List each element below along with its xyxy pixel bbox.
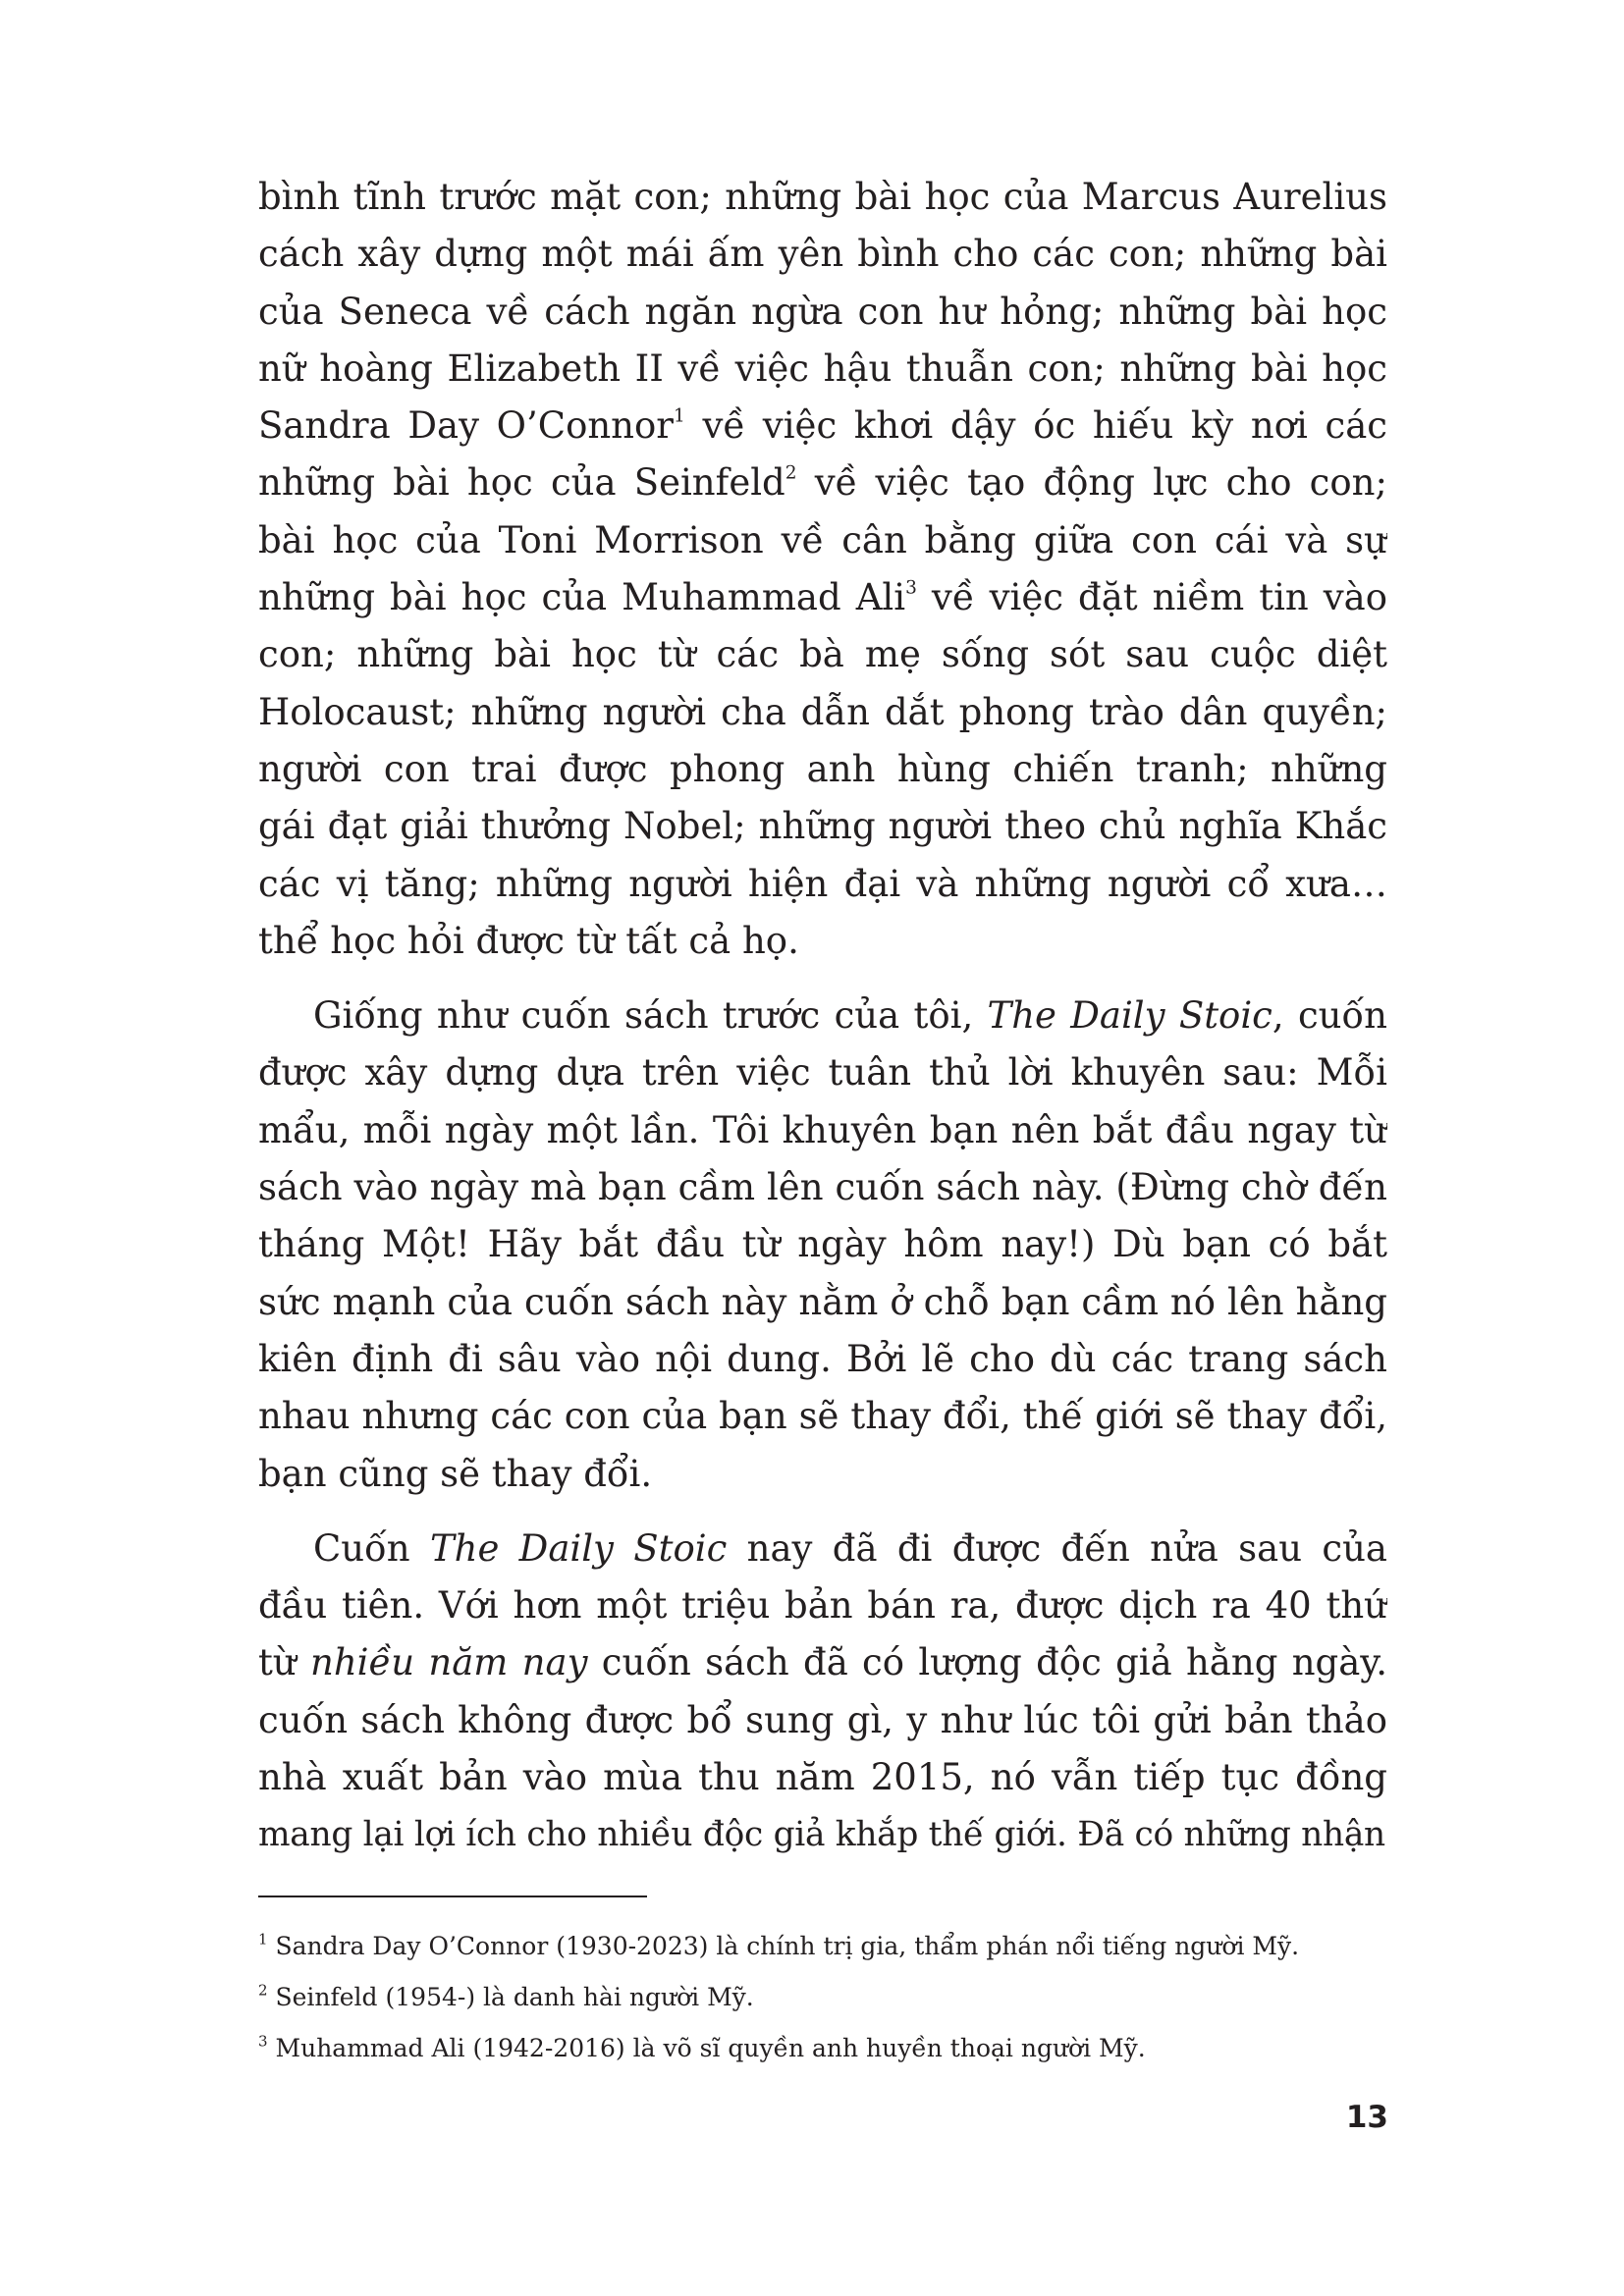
book-title: nhiều năm nay [310,1641,588,1684]
body-text [258,169,1387,1864]
text-line: bình tĩnh trước mặt con; những bài học của Marcus Aurelius [258,176,1387,218]
footnote-text: Sandra Day O’Connor (1930-2023) là chính trị gia, thẩm phán nổi tiếng người Mỹ. [267,1932,1300,1960]
text-line: tháng Một! Hãy bắt đầu từ ngày hôm nay!) Dù bạn có bắt [258,1223,1387,1266]
paragraph [258,988,1387,1503]
text-line [258,1634,1387,1691]
book-title: The Daily Stoic [987,994,1272,1038]
text-line: sức mạnh của cuốn sách này nằm ở chỗ bạn cầm nó lên hằng [258,1280,1387,1323]
text-line: của Seneca về cách ngăn ngừa con hư hỏng; những bài học [258,290,1387,333]
text-line: cuốn sách không được bổ sung gì, y như lúc tôi gửi bản thảo [258,1698,1387,1741]
footnote-item [258,2023,1387,2074]
text-run: cuốn sách đã có lượng độc giả hằng ngày. [601,1641,1387,1684]
footnote-text: Muhammad Ali (1942-2016) là võ sĩ quyền anh huyền thoại người Mỹ. [267,2034,1146,2062]
text-run: Giống như cuốn sách trước của tôi, [313,994,988,1038]
text-line: đầu tiên. Với hơn một triệu bản bán ra, được dịch ra 40 thứ [258,1584,1387,1628]
paragraph-gap [258,970,1387,988]
text-run: những bài học của Muhammad Ali [258,576,906,619]
text-line: gái đạt giải thưởng Nobel; những người theo chủ nghĩa Khắc [258,805,1387,848]
footnotes [258,1921,1387,2074]
footnote-marker: 1 [258,1930,268,1949]
text-line: thể học hỏi được từ tất cả họ. [258,919,799,962]
text-run: về việc tạo động lực cho con; [814,461,1387,505]
text-line: bài học của Toni Morrison về cân bằng giữa con cái và sự [258,518,1387,561]
text-run: từ [258,1641,311,1684]
text-line: cách xây dựng một mái ấm yên bình cho các con; những bài [258,233,1387,276]
text-line: Holocaust; những người cha dẫn dắt phong trào dân quyền; [258,690,1387,733]
page-number: 13 [1345,2100,1388,2135]
text-line [258,398,1387,454]
text-line: mẩu, mỗi ngày một lần. Tôi khuyên bạn nên bắt đầu ngay từ [258,1108,1387,1151]
text-run: Sandra Day O’Connor [258,404,674,448]
footnote-text: Seinfeld (1954-) là danh hài người Mỹ. [267,1983,754,2011]
text-line [258,1521,1387,1577]
text-line: các vị tăng; những người hiện đại và những người cổ xưa… [258,862,1387,905]
text-line: người con trai được phong anh hùng chiến tranh; những [258,747,1387,790]
footnote-ref: 3 [905,577,917,599]
text-line: nhau nhưng các con của bạn sẽ thay đổi, thế giới sẽ thay đổi, [258,1395,1387,1438]
text-line: được xây dựng dựa trên việc tuân thủ lời khuyên sau: Mỗi [258,1051,1387,1095]
text-line: nhà xuất bản vào mùa thu năm 2015, nó vẫn tiếp tục đồng [258,1756,1387,1799]
footnote-ref: 2 [785,462,797,484]
text-line: con; những bài học từ các bà mẹ sống sót sau cuộc diệt [258,633,1387,676]
text-line: mang lại lợi ích cho nhiều độc giả khắp thế giới. Đã có những nhận [258,1815,1385,1855]
paragraph [258,1521,1387,1864]
paragraph [258,169,1387,970]
footnote-item [258,1972,1387,2023]
text-line: bạn cũng sẽ thay đổi. [258,1452,653,1495]
text-run: nay đã đi được đến nửa sau của [746,1526,1387,1570]
footnote-marker: 2 [258,1981,268,2000]
text-run: những bài học của Seinfeld [258,461,785,505]
paragraph-gap [258,1503,1387,1521]
text-line [258,569,1387,626]
text-run: về việc đặt niềm tin vào [931,576,1387,619]
text-line: kiên định đi sâu vào nội dung. Bởi lẽ cho dù các trang sách [258,1337,1387,1380]
footnote-divider [258,1896,647,1897]
footnote-marker: 3 [258,2032,268,2051]
book-title: The Daily Stoic [429,1526,728,1570]
text-run: , cuốn [1272,994,1387,1038]
text-run: Cuốn [313,1526,430,1570]
footnote-item [258,1921,1387,1972]
footnote-ref: 1 [673,405,685,427]
text-line: sách vào ngày mà bạn cầm lên cuốn sách này. (Đừng chờ đến [258,1166,1387,1209]
text-line [258,988,1387,1044]
text-line: nữ hoàng Elizabeth II về việc hậu thuẫn con; những bài học [258,347,1387,390]
text-line [258,454,1387,511]
text-run: về việc khơi dậy óc hiếu kỳ nơi các [702,404,1387,448]
